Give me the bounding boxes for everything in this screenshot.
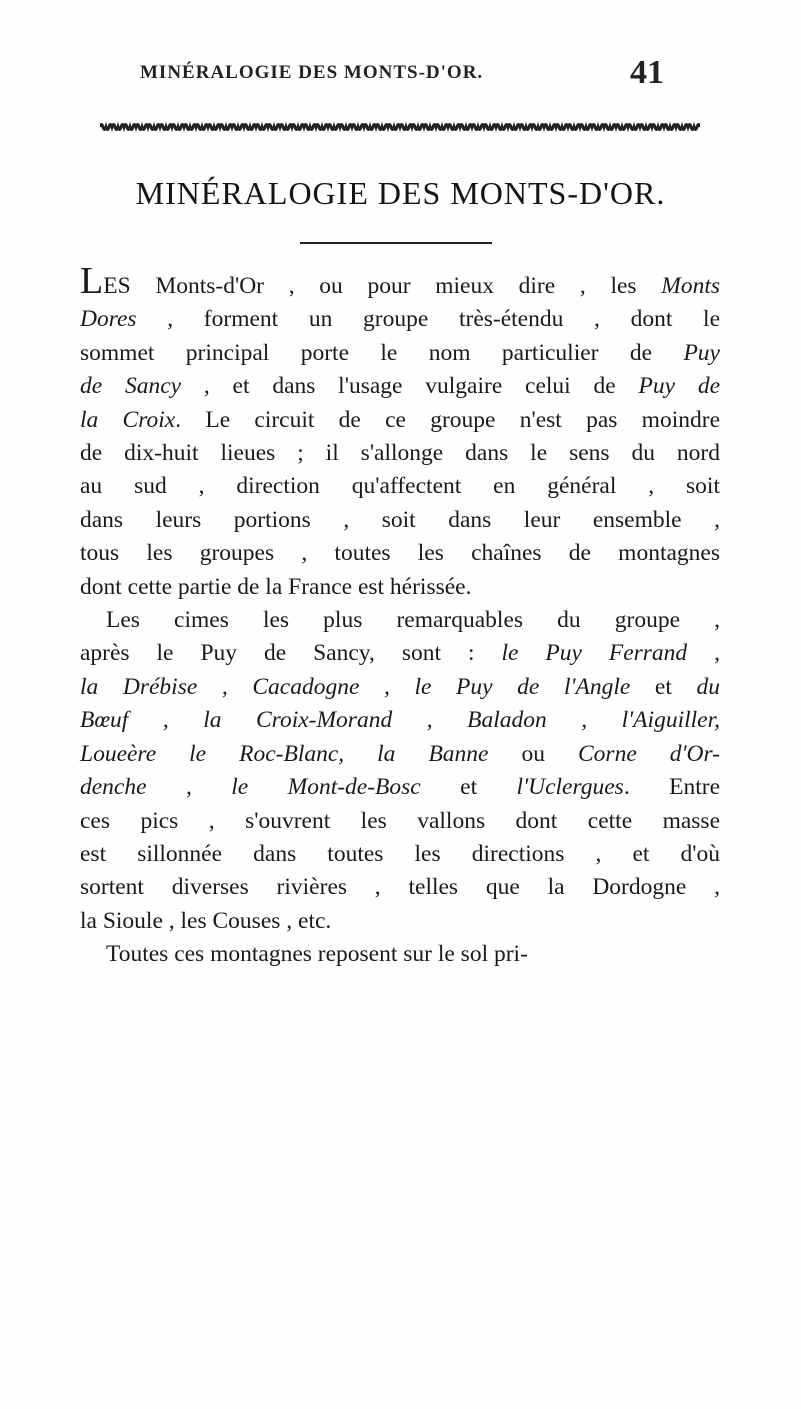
text-segment: , (687, 640, 720, 667)
text-segment: . Le circuit de ce groupe n'est pas moindre (175, 406, 720, 433)
text-line (80, 805, 720, 838)
text-segment: de dix-huit lieues ; il s'allonge dans le sens du nord (80, 440, 720, 467)
text-segment: la Croix (80, 406, 176, 433)
text-line (80, 604, 720, 637)
text-line (80, 905, 720, 938)
text-segment: Dores (80, 306, 137, 333)
text-line (80, 504, 720, 537)
text-segment: sommet principal porte le nom particulier de (80, 339, 684, 366)
text-segment: ES Monts-d'Or , ou pour mieux dire , les (103, 273, 662, 299)
text-line (80, 871, 720, 904)
text-line (80, 938, 720, 971)
text-line (80, 671, 720, 704)
text-segment: et (630, 673, 697, 700)
text-segment: sortent diverses rivières , telles que la Dordogne , (80, 874, 720, 901)
text-segment: ou (488, 740, 578, 767)
text-line (80, 537, 720, 570)
text-segment: au sud , direction qu'affectent en général , soit (80, 473, 720, 500)
text-segment: tous les groupes , toutes les chaînes de montagnes (80, 540, 720, 567)
text-segment: denche , le Mont-de-Bosc (80, 774, 421, 801)
text-line (80, 704, 720, 737)
text-segment: dont cette partie de la France est hérissée. (80, 573, 472, 600)
text-line (80, 262, 720, 303)
text-segment: la Sioule , les Couses , etc. (80, 907, 332, 934)
text-segment: l'Uclergues (516, 774, 624, 801)
body-text (80, 262, 720, 972)
text-segment: Puy de (638, 373, 720, 400)
text-segment: et (420, 774, 517, 801)
text-segment: la Drébise , Cacadogne , le Puy de l'Angle (80, 673, 631, 700)
page-number: 41 (630, 54, 664, 91)
text-segment: ces pics , s'ouvrent les vallons dont cette masse (80, 807, 720, 834)
text-segment: L (80, 260, 104, 302)
text-segment: Corne d'Or- (578, 740, 721, 767)
text-line (80, 404, 720, 437)
text-line (80, 738, 720, 771)
text-line (80, 370, 720, 403)
text-line (80, 470, 720, 503)
text-segment: Puy (683, 339, 720, 366)
text-line (80, 838, 720, 871)
text-segment: Monts (661, 273, 720, 299)
text-segment: , forment un groupe très-étendu , dont le (136, 306, 720, 333)
text-line (80, 571, 720, 604)
text-segment: Toutes ces montagnes reposent sur le sol pri- (106, 941, 528, 968)
text-segment: est sillonnée dans toutes les directions , et d'où (80, 840, 720, 867)
text-segment: , et dans l'usage vulgaire celui de (181, 373, 639, 400)
text-segment: Bœuf , la Croix-Morand , Baladon , l'Aiguiller, (80, 707, 720, 734)
text-line (80, 771, 720, 804)
text-segment: Les cimes les plus remarquables du groupe , (106, 607, 720, 634)
text-segment: Loueère le Roc-Blanc, la Banne (80, 740, 489, 767)
text-line (80, 303, 720, 336)
text-segment: le Puy Ferrand (501, 640, 688, 667)
title-rule (300, 242, 492, 244)
text-segment: dans leurs portions , soit dans leur ensemble , (80, 506, 720, 533)
text-segment: après le Puy de Sancy, sont : (80, 640, 502, 667)
text-segment: de Sancy (80, 373, 182, 400)
text-segment: du (696, 673, 720, 700)
text-line (80, 637, 720, 670)
running-head: MINÉRALOGIE DES MONTS-D'OR. (140, 62, 484, 83)
text-line (80, 337, 720, 370)
text-segment: . Entre (623, 774, 720, 801)
section-title: MINÉRALOGIE DES MONTS-D'OR. (135, 175, 666, 211)
decorative-rule (100, 122, 700, 132)
text-line (80, 437, 720, 470)
